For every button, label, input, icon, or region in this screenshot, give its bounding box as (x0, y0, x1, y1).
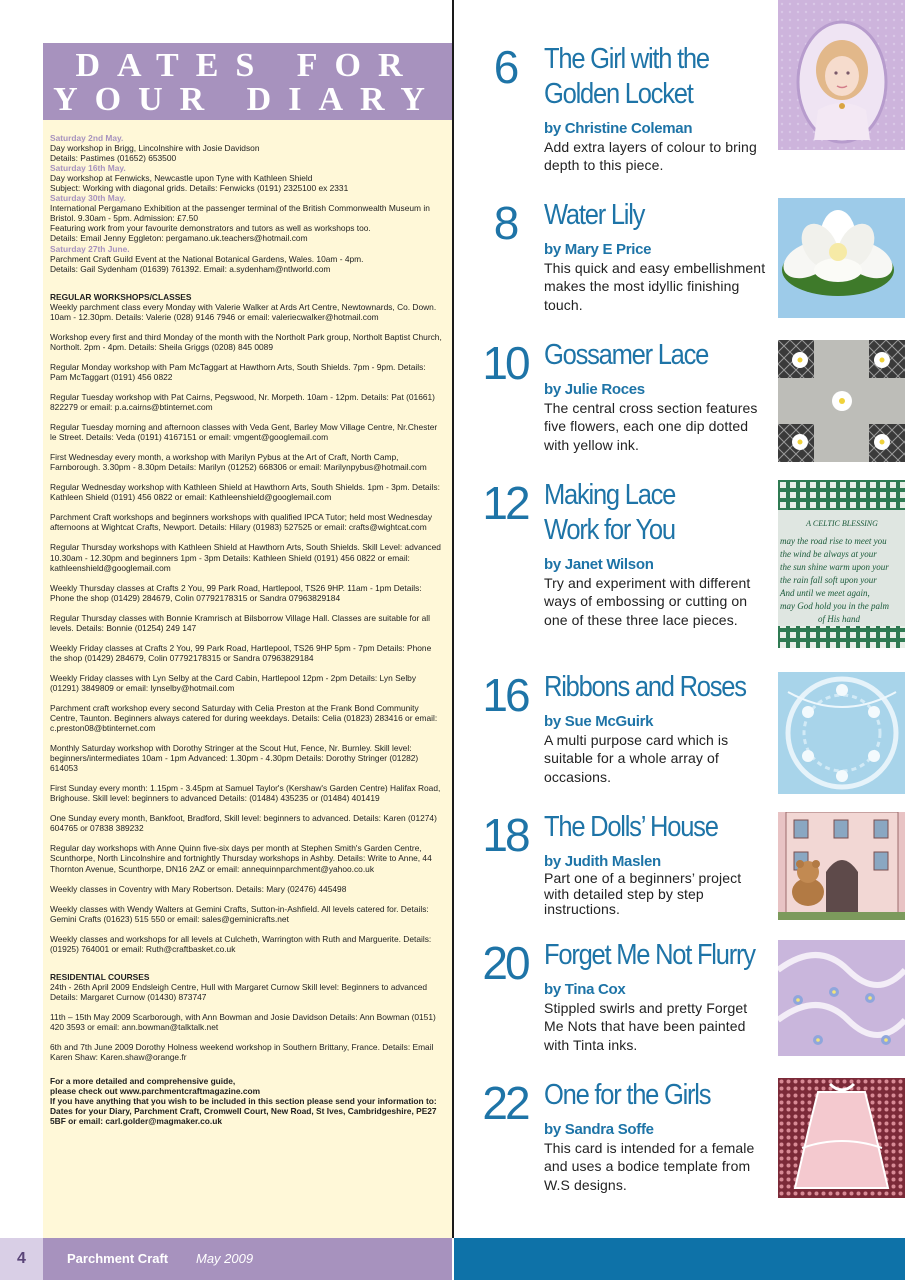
regular-entry: Regular Wednesday workshop with Kathleen Shield at Hawthorn Arts, South Shields. 1pm - 3pm. Details: Kathleen Shield (0191) 456 0822 or email: Kathleenshield@googlemail.com (50, 482, 440, 503)
blessing-line: the rain fall soft upon your (780, 575, 877, 585)
diary-heading-line2: YOUR DIARY (53, 81, 442, 118)
residential-block-0 (50, 972, 442, 1002)
thumb-ribbons-roses[interactable] (778, 672, 905, 794)
article-byline: by Mary E Price (544, 241, 652, 258)
diary-panel (43, 43, 452, 1238)
thumb-celtic-blessing[interactable] (778, 480, 905, 648)
regular-block-0 (50, 292, 442, 322)
article-page-number: 10 (482, 337, 528, 389)
article-byline: by Tina Cox (544, 981, 626, 998)
diary-events (50, 133, 442, 274)
regular-entry: Regular Thursday workshops with Kathleen Shield at Hawthorn Arts, South Shields. Skill Level: advanced 10.30am - 12.30pm and beginners 1pm - 3pm Details: Kathleen Shield (0191) 456 0822 or email: kathleenshield@googlemail.com (50, 542, 441, 573)
regular-entry: Weekly Friday classes at Crafts 2 You, 99 Park Road, Hartlepool, TS26 9HP 5pm - 7pm Details: Phone the shop (01429) 284679, Colin 07792178315 or Sandra 07963829184 (50, 642, 432, 663)
article-title-line2: Golden Locket (544, 78, 693, 110)
regular-entry: Weekly classes and workshops for all levels at Culcheth, Warrington with Ruth and Marguerite. Details: (01925) 764001 or email: Ruth@craftbasket.co.uk (50, 933, 432, 954)
article-title: Water Lily (544, 199, 645, 231)
article-byline: by Sandra Soffe (544, 1121, 654, 1138)
event-line: International Pergamano Exhibition at the passenger terminal of the British Commonwealth Museum in Bristol. 9.30am - 5pm. Admission: £7.50 (50, 203, 430, 224)
thumb-forget-me-not[interactable] (778, 940, 905, 1056)
blessing-line: may the road rise to meet you (780, 536, 887, 546)
residential-heading: RESIDENTIAL COURSES (50, 971, 150, 982)
residential-entry: 24th - 26th April 2009 Endsleigh Centre, Hull with Margaret Curnow Skill level: Beginners to advanced Details: Margaret Curnow (01430) 873747 (50, 981, 428, 1002)
event-line: Subject: Working with diagonal grids. Details: Fenwicks (0191) 2325100 ex 2331 (50, 183, 349, 194)
footer-left (0, 1238, 452, 1280)
closing-line: For a more detailed and comprehensive guide, (50, 1076, 236, 1087)
event-line: Details: Email Jenny Eggleton: pergamano.uk.teachers@hotmail.com (50, 233, 308, 244)
article-page-number: 22 (482, 1077, 528, 1129)
article-title: One for the Girls (544, 1079, 711, 1111)
blessing-line: the wind be always at your (780, 549, 877, 559)
article-title-line2: Work for You (544, 514, 675, 546)
event-line: Featuring work from your favourite demonstrators and tutors as well as workshops too. (50, 223, 371, 234)
article-title: Ribbons and Roses (544, 671, 746, 703)
closing-website: please check out www.parchmentcraftmagazine.com (50, 1086, 261, 1097)
thumb-gossamer-lace[interactable] (778, 340, 905, 462)
column-divider (452, 0, 454, 1238)
event-line: Details: Gail Sydenham (01639) 761392. Email: a.sydenham@ntlworld.com (50, 263, 331, 274)
thumb-water-lily[interactable] (778, 198, 905, 318)
article-description: Part one of a beginners’ project with detailed step by step instructions. (544, 870, 742, 917)
regular-entry: Parchment Craft workshops and beginners workshops with qualified IPCA Tutor; held most Wednesday afternoons at Wightcat Crafts, Newport. Details: Hilary (01983) 527525 or email: crafts@wightcat.com (50, 512, 433, 533)
article-title: The Girl with the (544, 43, 709, 75)
article-title: Making Lace (544, 479, 676, 511)
article-page-number: 20 (482, 937, 528, 989)
diary-closing (50, 1076, 442, 1126)
footer-issue: May 2009 (196, 1251, 254, 1266)
diary-heading (43, 43, 452, 120)
regular-entry: Weekly parchment class every Monday with Valerie Walker at Ards Art Centre, Newtownards, Co. Down. 10am - 12.30pm. Details: Valerie (028) 9146 7946 or email: valeriecwalker@hotmail.com (50, 301, 437, 322)
article-description: This card is intended for a female and uses a bodice template from W.S designs. (544, 1140, 755, 1193)
article-byline: by Janet Wilson (544, 556, 654, 573)
regular-entry: Regular Tuesday workshop with Pat Cairns, Pegswood, Nr. Morpeth. 10am - 12pm. Details: Pat (01661) 822279 or email: p.a.cairns@btinternet.com (50, 391, 435, 413)
regular-entry: Weekly classes in Coventry with Mary Robertson. Details: Mary (02476) 445498 (50, 883, 347, 894)
regular-entry: Regular Monday workshop with Pam McTaggart at Hawthorn Arts, South Shields. 7pm - 9pm. Details: Pam McTaggart (0191) 456 0822 (50, 361, 426, 382)
article-description: The central cross section features five flowers, each one dip dotted with yellow ink. (544, 400, 758, 453)
regular-entry: One Sunday every month, Bankfoot, Bradford, Skill level: beginners to advanced. Details: Karen (01274) 604765 or 07838 389232 (50, 813, 437, 834)
article-byline: by Sue McGuirk (544, 713, 654, 730)
article-byline: by Christine Coleman (544, 120, 693, 137)
article-byline: by Judith Maslen (544, 853, 661, 870)
regular-entry: Regular Tuesday morning and afternoon classes with Veda Gent, Barley Mow Village Centre, Nr.Chester le Street. Details: Veda (0191) 4167151 or email: vmgent@googlemail.com (50, 422, 438, 443)
blessing-title: A CELTIC BLESSING (806, 519, 878, 528)
article-title: Forget Me Not Flurry (544, 939, 755, 971)
article-description: A multi purpose card which is suitable for a whole array of occasions. (544, 732, 729, 785)
event-line: Parchment Craft Guild Event at the National Botanical Gardens, Wales. 10am - 4pm. (50, 253, 364, 264)
article-page-number: 6 (493, 41, 517, 93)
blessing-line: of His hand (818, 614, 861, 624)
closing-contact: If you have anything that you wish to be included in this section please send your information to: Dates for your Diary, Parchment Craft, Cromwell Court, New Road, St Ives, Cambridgeshire, PE27 5BF or email: carl.golder@magmaker.co.uk (50, 1096, 437, 1127)
article-page-number: 12 (482, 477, 528, 529)
regular-entry: Weekly Thursday classes at Crafts 2 You, 99 Park Road, Hartlepool, TS26 9HP. 11am - 1pm Details: Phone the shop (01429) 284679, Colin 07792178315 or Sandra 07963829184 (50, 582, 422, 603)
regular-entry: Regular day workshops with Anne Quinn five-six days per month at Stephen Smith's Garden Centre, Scunthorpe, North Lincolnshire and fortnightly Thursday workshops in Ashby. Details: Write to Anne, 44 Thornton Avenue, Scunthorpe, DN16 2AZ or email: annequinnparchment@yahoo.co.uk (50, 843, 432, 874)
event-date: Saturday 2nd May. (50, 133, 124, 143)
event-date: Saturday 27th June. (50, 243, 130, 254)
diary-heading-line1: DATES FOR (75, 47, 420, 84)
blessing-line: may God hold you in the palm (780, 601, 889, 611)
article-description: Try and experiment with different ways of embossing or cutting on one of these three lace pieces. (544, 575, 751, 628)
article-byline: by Julie Roces (544, 381, 645, 398)
regular-entry: Regular Thursday classes with Bonnie Kramrisch at Bilsborrow Village Hall. Classes are suitable for all levels. Details: Bonnie (01254) 249 147 (50, 612, 430, 633)
article-page-number: 16 (482, 669, 528, 721)
event-date: Saturday 30th May. (50, 193, 126, 204)
article-page-number: 18 (482, 809, 528, 861)
thumb-dolls-house[interactable] (778, 812, 905, 920)
blessing-line: And until we meet again, (780, 588, 870, 598)
article-description: Stippled swirls and pretty Forget Me Nots that have been painted with Tinta inks. (544, 1000, 748, 1053)
diary-body (43, 120, 452, 1126)
footer-right (454, 1238, 905, 1280)
page-number: 4 (0, 1238, 43, 1280)
thumb-girl-locket[interactable] (778, 0, 905, 150)
residential-entry: 11th – 15th May 2009 Scarborough, with Ann Bowman and Josie Davidson Details: Ann Bowman (0151) 420 3593 or email: ann.bowman@talktalk.net (50, 1011, 436, 1032)
event-line: Details: Pastimes (01652) 653500 (50, 153, 177, 164)
event-date: Saturday 16th May. (50, 163, 126, 174)
article-title: The Dolls’ House (544, 811, 718, 843)
footer-magazine: Parchment Craft (67, 1251, 169, 1266)
regular-heading: REGULAR WORKSHOPS/CLASSES (50, 291, 192, 302)
regular-entry: Weekly Friday classes with Lyn Selby at the Card Cabin, Hartlepool 12pm - 2pm Details: Lyn Selby (01291) 3849809 or email: lynselby@hotmail.com (50, 672, 417, 693)
article-description: This quick and easy embellishment makes the most idyllic finishing touch. (544, 260, 766, 313)
blessing-line: the sun shine warm upon your (780, 562, 889, 572)
article-description: Add extra layers of colour to bring depth to this piece. (544, 139, 757, 174)
regular-entry: First Sunday every month: 1.15pm - 3.45pm at Samuel Taylor's (Kershaw's Garden Centre) Halifax Road, Brighouse. Skill level: beginners to advanced Details: (01484) 435235 or (01484) 401419 (50, 783, 441, 804)
regular-entry: Monthly Saturday workshop with Dorothy Stringer at the Scout Hut, Fence, Nr. Burnley. Skill level: beginners/intermediates 10am - 1pm Advanced: 1.30pm - 4.30pm Details: Dorothy Stringer (01282) 614053 (50, 743, 419, 774)
event-line: Day workshop in Brigg, Lincolnshire with Josie Davidson (50, 143, 260, 154)
regular-entry: Parchment craft workshop every second Saturday with Celia Preston at the Frank Bond Community Centre, Taunton. Beginners always catered for during weekdays. Details: Celia (01823) 283416 or email: c.preston08@btinternet.com (50, 702, 438, 734)
residential-entry: 6th and 7th June 2009 Dorothy Holness weekend workshop in Southern Brittany, France. Details: Email Karen Shaw: Karen.shaw@orange.fr (50, 1042, 434, 1063)
regular-entry: First Wednesday every month, a workshop with Marilyn Pybus at the Art of Craft, North Camp, Farnborough. 3.30pm - 8.30pm Details: Marilyn (01252) 668306 or email: Marilynpybus@hotmail.com (50, 452, 427, 473)
article-page-number: 8 (493, 197, 517, 249)
regular-entry: Workshop every first and third Monday of the month with the Northolt Park group, Northolt Baptist Church, Northolt. 2pm - 4pm. Details: Sheila Griggs (0208) 845 0089 (50, 331, 442, 352)
regular-entry: Weekly classes with Wendy Walters at Gemini Crafts, Sutton-in-Ashfield. All levels catered for. Details: Gemini Crafts (01623) 515 550 or email: sales@geminicrafts.net (50, 903, 429, 924)
event-line: Day workshop at Fenwicks, Newcastle upon Tyne with Kathleen Shield (50, 173, 313, 184)
thumb-one-for-girls[interactable] (778, 1078, 905, 1198)
article-title: Gossamer Lace (544, 339, 709, 371)
